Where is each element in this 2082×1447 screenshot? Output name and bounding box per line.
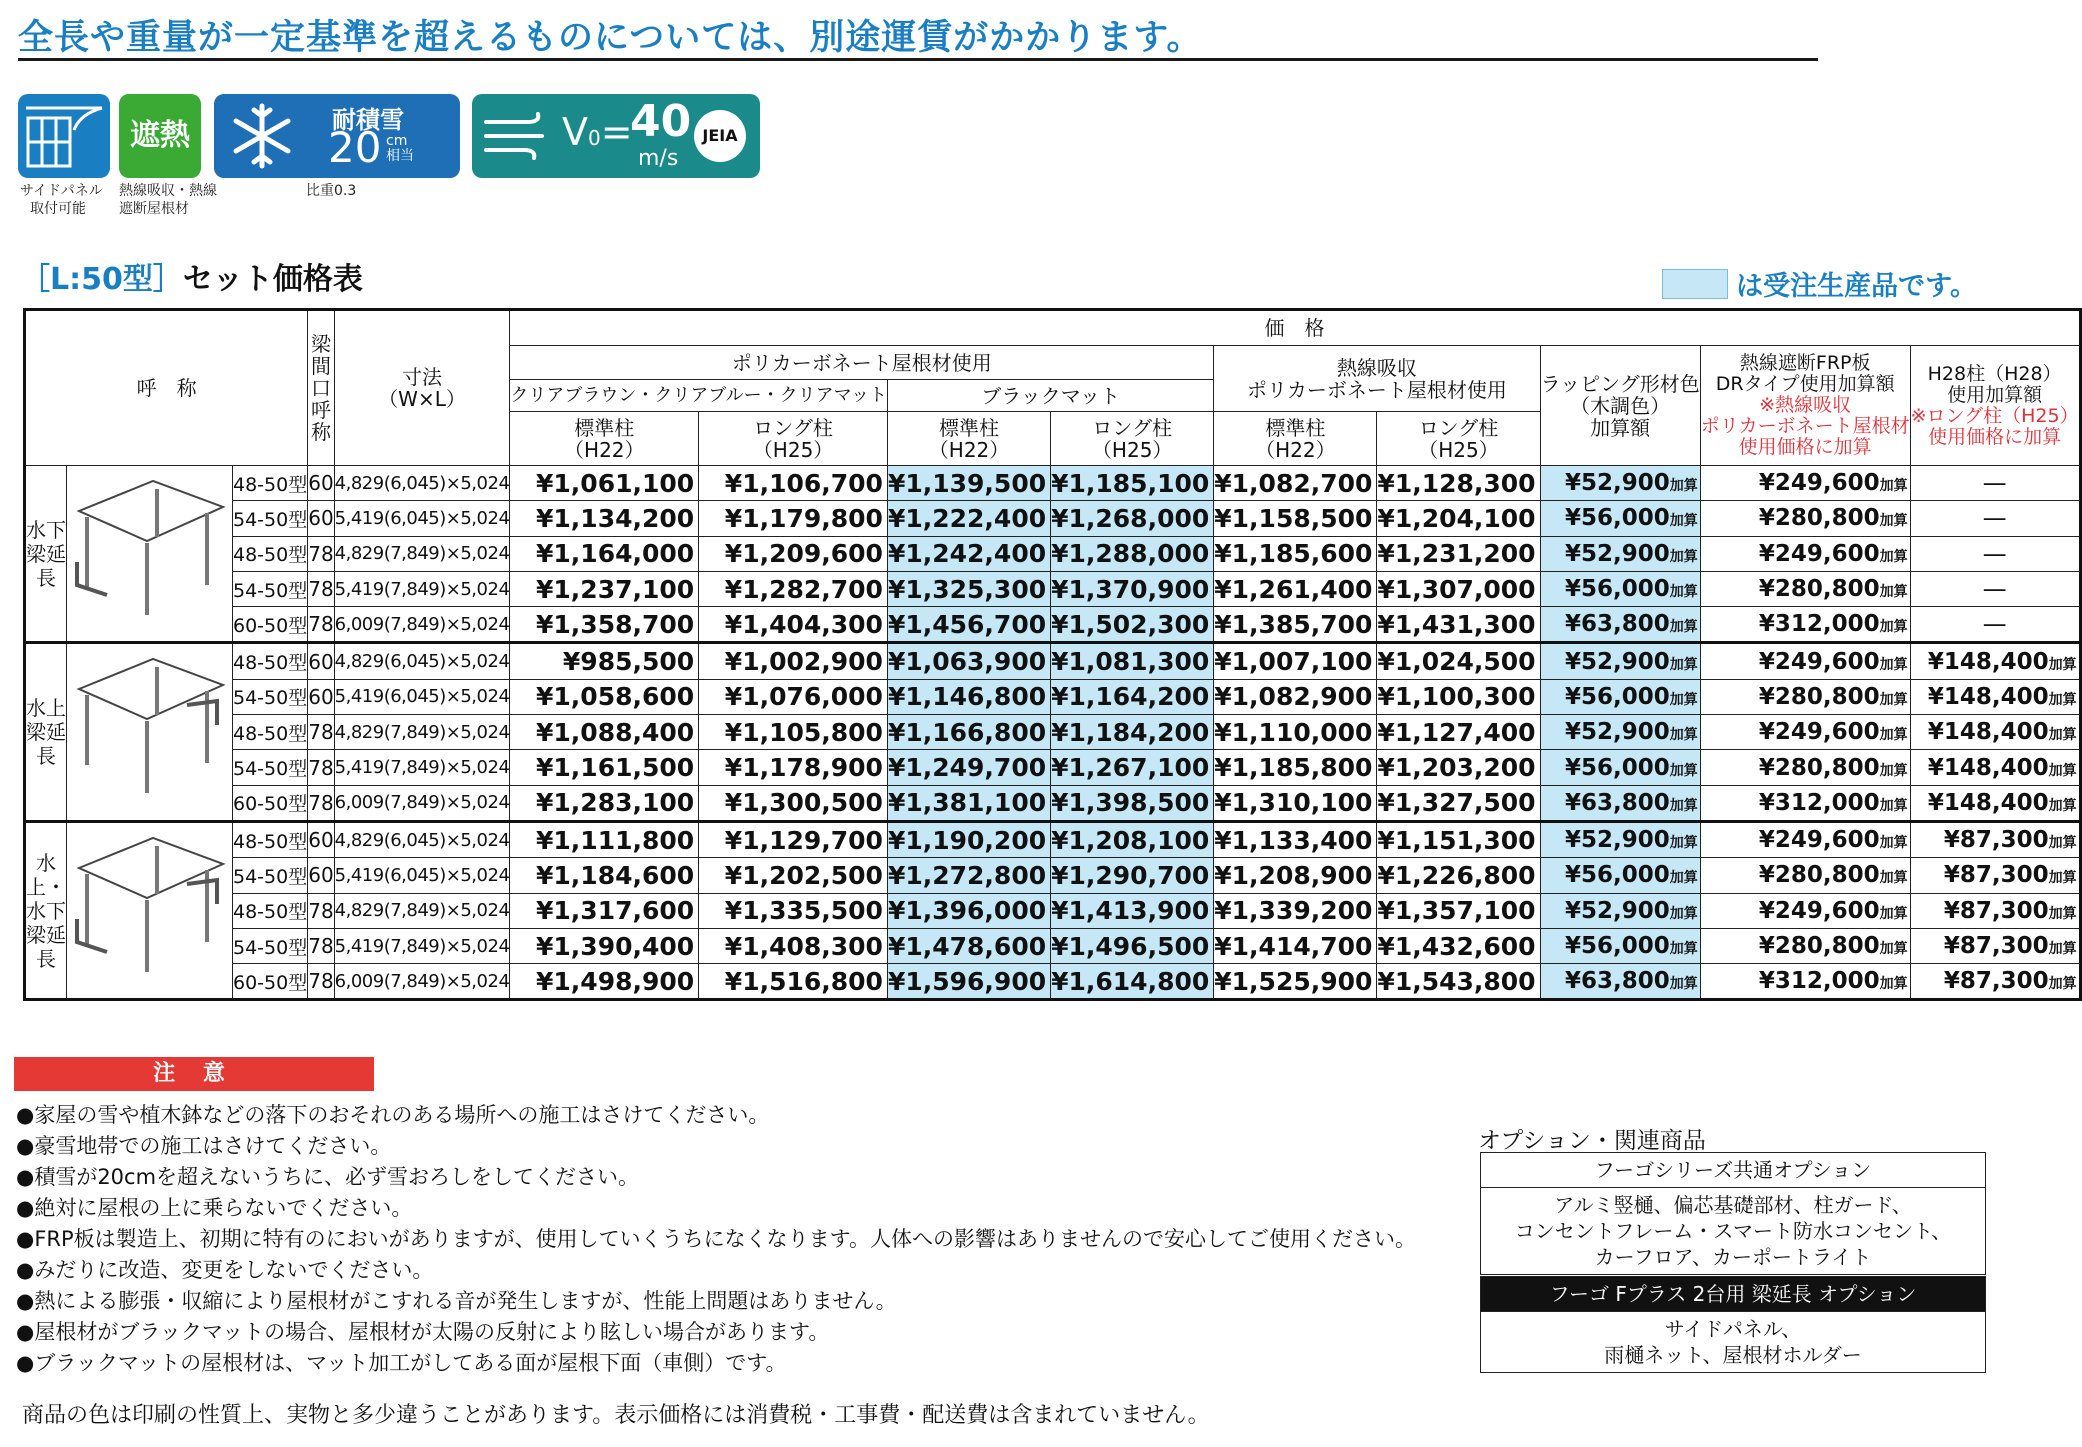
- price-cell: ¥1,261,400: [1214, 571, 1377, 606]
- header-dimension: 寸法 （W×L）: [334, 310, 510, 466]
- beam-code: 78: [308, 785, 334, 821]
- surcharge-cell: ¥312,000加算: [1700, 607, 1910, 643]
- price-cell: ¥1,161,500: [510, 750, 699, 785]
- surcharge-cell: ¥87,300加算: [1910, 893, 2080, 928]
- table-row: [25, 785, 2081, 821]
- model-name: 54-50型: [233, 858, 308, 893]
- caution-note: ●みだりに改造、変更をしないでください。: [16, 1258, 434, 1282]
- price-cell: ¥1,242,400: [887, 536, 1050, 571]
- surcharge-cell: ¥52,900加算: [1540, 643, 1700, 679]
- price-cell: ¥1,185,100: [1051, 466, 1214, 501]
- model-name: 60-50型: [233, 607, 308, 643]
- model-name: 60-50型: [233, 964, 308, 1000]
- surcharge-cell: ¥52,900加算: [1540, 893, 1700, 928]
- footer-note: 商品の色は印刷の性質上、実物と多少違うことがあります。表示価格には消費税・工事費・配送費は含まれていません。: [22, 1403, 1210, 1428]
- beam-code: 60: [308, 679, 334, 714]
- heat-shield-icon: [119, 94, 201, 178]
- surcharge-cell: ¥280,800加算: [1700, 858, 1910, 893]
- header-long-post: ロング柱 （H25）: [1377, 412, 1540, 466]
- snow-value: 20: [328, 123, 382, 172]
- price-cell: ¥1,127,400: [1377, 715, 1540, 750]
- carport-illustration: [67, 821, 233, 999]
- price-cell: ¥1,024,500: [1377, 643, 1540, 679]
- beam-options-heading: フーゴ Fプラス 2台用 梁延長 オプション: [1481, 1277, 1985, 1312]
- dimension: 5,419(6,045)×5,024: [334, 501, 510, 536]
- table-row: [25, 607, 2081, 643]
- price-cell: ¥1,164,200: [1051, 679, 1214, 714]
- table-row: [25, 964, 2081, 1000]
- surcharge-cell: ¥87,300加算: [1910, 964, 2080, 1000]
- table-row: [25, 571, 2081, 606]
- surcharge-cell: ¥56,000加算: [1540, 750, 1700, 785]
- dimension: 5,419(7,849)×5,024: [334, 928, 510, 963]
- price-cell: ¥1,222,400: [887, 501, 1050, 536]
- surcharge-cell: ¥56,000加算: [1540, 501, 1700, 536]
- beam-code: 60: [308, 501, 334, 536]
- surcharge-cell: ¥280,800加算: [1700, 571, 1910, 606]
- header-black-matte: ブラックマット: [887, 380, 1213, 412]
- wind-speed-badge: [472, 94, 760, 178]
- header-price: 価 格: [510, 310, 2080, 346]
- surcharge-cell: ¥280,800加算: [1700, 928, 1910, 963]
- page-headline: 全長や重量が一定基準を超えるものについては、別途運賃がかかります。: [18, 18, 1203, 58]
- price-cell: ¥1,106,700: [699, 466, 888, 501]
- common-options-heading: フーゴシリーズ共通オプション: [1481, 1153, 1985, 1188]
- surcharge-cell: ¥312,000加算: [1700, 964, 1910, 1000]
- price-cell: ¥1,082,700: [1214, 466, 1377, 501]
- surcharge-cell: ¥249,600加算: [1700, 643, 1910, 679]
- table-row: [25, 715, 2081, 750]
- price-cell: ¥1,063,900: [887, 643, 1050, 679]
- surcharge-cell: —: [1910, 536, 2080, 571]
- price-cell: ¥1,288,000: [1051, 536, 1214, 571]
- header-std-post: 標準柱 （H22）: [510, 412, 699, 466]
- common-options-list: アルミ竪樋、偏芯基礎部材、柱ガード、 コンセントフレーム・スマート防水コンセント、 カーフロア、カーポートライト: [1514, 1193, 1952, 1269]
- price-cell: ¥1,357,100: [1377, 893, 1540, 928]
- caution-note: ●屋根材がブラックマットの場合、屋根材が太陽の反射により眩しい場合があります。: [16, 1320, 830, 1344]
- model-name: 48-50型: [233, 821, 308, 857]
- price-cell: ¥1,381,100: [887, 785, 1050, 821]
- price-cell: ¥1,128,300: [1377, 466, 1540, 501]
- price-cell: ¥1,317,600: [510, 893, 699, 928]
- model-name: 54-50型: [233, 679, 308, 714]
- table-row: [25, 501, 2081, 536]
- price-cell: ¥1,151,300: [1377, 821, 1540, 857]
- price-table: [23, 308, 2082, 1001]
- carport-icon: [67, 824, 232, 994]
- price-cell: ¥1,283,100: [510, 785, 699, 821]
- table-row: [25, 858, 2081, 893]
- header-beam: 梁間口呼称: [308, 310, 334, 466]
- table-row: [25, 750, 2081, 785]
- surcharge-cell: ¥148,400加算: [1910, 679, 2080, 714]
- price-cell: ¥1,596,900: [887, 964, 1050, 1000]
- table-row: [25, 466, 2081, 501]
- surcharge-cell: ¥249,600加算: [1700, 536, 1910, 571]
- price-cell: ¥1,164,000: [510, 536, 699, 571]
- price-cell: ¥1,226,800: [1377, 858, 1540, 893]
- price-cell: ¥1,208,100: [1051, 821, 1214, 857]
- model-name: 48-50型: [233, 536, 308, 571]
- price-cell: ¥1,543,800: [1377, 964, 1540, 1000]
- header-long-post: ロング柱 （H25）: [1051, 412, 1214, 466]
- model-name: 60-50型: [233, 785, 308, 821]
- beam-code: 60: [308, 858, 334, 893]
- surcharge-cell: ¥249,600加算: [1700, 715, 1910, 750]
- table-row: [25, 893, 2081, 928]
- price-cell: ¥1,185,600: [1214, 536, 1377, 571]
- price-cell: ¥1,335,500: [699, 893, 888, 928]
- surcharge-cell: ¥87,300加算: [1910, 858, 2080, 893]
- header-clear: クリアブラウン・クリアブルー・クリアマット: [510, 380, 888, 412]
- dimension: 4,829(6,045)×5,024: [334, 643, 510, 679]
- header-std-post: 標準柱 （H22）: [887, 412, 1050, 466]
- dimension: 4,829(6,045)×5,024: [334, 466, 510, 501]
- group-label: 水下梁延長: [25, 466, 67, 643]
- caution-note: ●積雪が20cmを超えないうちに、必ず雪おろしをしてください。: [16, 1165, 640, 1189]
- snow-label: 耐積雪: [332, 106, 404, 134]
- model-name: 48-50型: [233, 715, 308, 750]
- surcharge-cell: ¥249,600加算: [1700, 466, 1910, 501]
- dimension: 5,419(7,849)×5,024: [334, 750, 510, 785]
- surcharge-cell: ¥280,800加算: [1700, 501, 1910, 536]
- price-cell: ¥1,290,700: [1051, 858, 1214, 893]
- model-name: 48-50型: [233, 643, 308, 679]
- price-cell: ¥1,431,300: [1377, 607, 1540, 643]
- options-title: オプション・関連商品: [1478, 1128, 1706, 1154]
- header-polycarbonate: ポリカーボネート屋根材使用: [510, 346, 1214, 380]
- price-cell: ¥1,325,300: [887, 571, 1050, 606]
- price-cell: ¥1,178,900: [699, 750, 888, 785]
- side-panel-caption: サイドパネル 取付可能: [20, 183, 103, 217]
- table-row: [25, 536, 2081, 571]
- price-cell: ¥1,398,500: [1051, 785, 1214, 821]
- wind-icon: [482, 108, 552, 164]
- price-cell: ¥1,076,000: [699, 679, 888, 714]
- price-cell: ¥1,184,600: [510, 858, 699, 893]
- price-cell: ¥1,414,700: [1214, 928, 1377, 963]
- price-cell: ¥1,231,200: [1377, 536, 1540, 571]
- price-cell: ¥1,179,800: [699, 501, 888, 536]
- price-cell: ¥1,478,600: [887, 928, 1050, 963]
- price-cell: ¥1,204,100: [1377, 501, 1540, 536]
- group-label: 水上・水下梁延長: [25, 821, 67, 999]
- price-cell: ¥1,502,300: [1051, 607, 1214, 643]
- price-cell: ¥1,100,300: [1377, 679, 1540, 714]
- header-name: 呼 称: [25, 310, 308, 466]
- beam-code: 78: [308, 607, 334, 643]
- beam-options-list: サイドパネル、 雨樋ネット、屋根材ホルダー: [1604, 1317, 1862, 1367]
- price-cell: ¥1,185,800: [1214, 750, 1377, 785]
- carport-illustration: [67, 466, 233, 643]
- header-long-post: ロング柱 （H25）: [699, 412, 888, 466]
- snowflake-icon: [228, 102, 296, 170]
- price-cell: ¥1,498,900: [510, 964, 699, 1000]
- caution-note: ●豪雪地帯での施工はさけてください。: [16, 1134, 392, 1158]
- surcharge-cell: ¥148,400加算: [1910, 715, 2080, 750]
- dimension: 6,009(7,849)×5,024: [334, 964, 510, 1000]
- divider: [18, 58, 1818, 61]
- beam-code: 60: [308, 643, 334, 679]
- price-cell: ¥1,358,700: [510, 607, 699, 643]
- surcharge-cell: ¥63,800加算: [1540, 785, 1700, 821]
- surcharge-cell: ¥249,600加算: [1700, 821, 1910, 857]
- price-cell: ¥1,082,900: [1214, 679, 1377, 714]
- snow-caption: 比重0.3: [306, 183, 357, 199]
- price-cell: ¥985,500: [510, 643, 699, 679]
- group-label: 水上梁延長: [25, 643, 67, 821]
- price-cell: ¥1,061,100: [510, 466, 699, 501]
- caution-note: ●熱による膨張・収縮により屋根材がこすれる音が発生しますが、性能上問題はありません。: [16, 1289, 897, 1313]
- price-cell: ¥1,614,800: [1051, 964, 1214, 1000]
- price-cell: ¥1,081,300: [1051, 643, 1214, 679]
- price-cell: ¥1,385,700: [1214, 607, 1377, 643]
- surcharge-cell: ¥52,900加算: [1540, 536, 1700, 571]
- carport-icon: [67, 645, 232, 815]
- surcharge-cell: ¥148,400加算: [1910, 785, 2080, 821]
- price-cell: ¥1,307,000: [1377, 571, 1540, 606]
- surcharge-cell: ¥87,300加算: [1910, 928, 2080, 963]
- dimension: 6,009(7,849)×5,024: [334, 785, 510, 821]
- snow-unit: cm 相当: [386, 133, 414, 164]
- legend-swatch: [1662, 269, 1728, 299]
- surcharge-cell: ¥87,300加算: [1910, 821, 2080, 857]
- price-cell: ¥1,134,200: [510, 501, 699, 536]
- price-cell: ¥1,432,600: [1377, 928, 1540, 963]
- dimension: 5,419(7,849)×5,024: [334, 571, 510, 606]
- table-row: [25, 643, 2081, 679]
- price-cell: ¥1,208,900: [1214, 858, 1377, 893]
- caution-heading: 注 意: [14, 1057, 374, 1091]
- price-cell: ¥1,282,700: [699, 571, 888, 606]
- dimension: 6,009(7,849)×5,024: [334, 607, 510, 643]
- table-row: [25, 821, 2081, 857]
- price-cell: ¥1,327,500: [1377, 785, 1540, 821]
- price-cell: ¥1,525,900: [1214, 964, 1377, 1000]
- price-cell: ¥1,413,900: [1051, 893, 1214, 928]
- price-cell: ¥1,111,800: [510, 821, 699, 857]
- surcharge-cell: ¥52,900加算: [1540, 715, 1700, 750]
- table-row: [25, 928, 2081, 963]
- price-cell: ¥1,133,400: [1214, 821, 1377, 857]
- price-cell: ¥1,516,800: [699, 964, 888, 1000]
- price-cell: ¥1,408,300: [699, 928, 888, 963]
- surcharge-cell: ¥52,900加算: [1540, 821, 1700, 857]
- surcharge-cell: —: [1910, 501, 2080, 536]
- surcharge-cell: ¥63,800加算: [1540, 964, 1700, 1000]
- caution-note: ●FRP板は製造上、初期に特有のにおいがありますが、使用していくうちになくなります。人体への影響はありませんので安心してご使用ください。: [16, 1227, 1416, 1251]
- beam-code: 78: [308, 750, 334, 785]
- price-cell: ¥1,209,600: [699, 536, 888, 571]
- made-to-order-legend: は受注生産品です。: [1662, 264, 1977, 303]
- heat-shield-label: 遮熱: [130, 118, 190, 153]
- surcharge-cell: ¥56,000加算: [1540, 679, 1700, 714]
- price-cell: ¥1,496,500: [1051, 928, 1214, 963]
- surcharge-cell: —: [1910, 571, 2080, 606]
- surcharge-cell: ¥56,000加算: [1540, 571, 1700, 606]
- caution-note: ●ブラックマットの屋根材は、マット加工がしてある面が屋根下面（車側）です。: [16, 1351, 787, 1375]
- price-cell: ¥1,190,200: [887, 821, 1050, 857]
- header-frp: 熱線遮断FRP板 DRタイプ使用加算額 ※熱線吸収 ポリカーボネート屋根材 使用価格に加算: [1700, 346, 1910, 466]
- model-name: 54-50型: [233, 571, 308, 606]
- price-cell: ¥1,310,100: [1214, 785, 1377, 821]
- price-cell: ¥1,058,600: [510, 679, 699, 714]
- carport-icon: [67, 467, 232, 637]
- dimension: 5,419(6,045)×5,024: [334, 679, 510, 714]
- header-h28: H28柱（H28） 使用加算額 ※ロング柱（H25） 使用価格に加算: [1910, 346, 2080, 466]
- price-cell: ¥1,184,200: [1051, 715, 1214, 750]
- beam-options-box: [1480, 1276, 1986, 1373]
- surcharge-cell: ¥63,800加算: [1540, 607, 1700, 643]
- surcharge-cell: ¥56,000加算: [1540, 858, 1700, 893]
- header-wrapping: ラッピング形材色 （木調色） 加算額: [1540, 346, 1700, 466]
- surcharge-cell: —: [1910, 607, 2080, 643]
- dimension: 4,829(6,045)×5,024: [334, 821, 510, 857]
- caution-note: ●家屋の雪や植木鉢などの落下のおそれのある場所への施工はさけてください。: [16, 1103, 770, 1127]
- price-cell: ¥1,129,700: [699, 821, 888, 857]
- table-row: [25, 679, 2081, 714]
- surcharge-cell: ¥249,600加算: [1700, 893, 1910, 928]
- surcharge-cell: ¥280,800加算: [1700, 679, 1910, 714]
- beam-code: 78: [308, 893, 334, 928]
- price-cell: ¥1,088,400: [510, 715, 699, 750]
- header-heat-absorbing: 熱線吸収 ポリカーボネート屋根材使用: [1214, 346, 1540, 412]
- price-cell: ¥1,267,100: [1051, 750, 1214, 785]
- wind-value: 40: [630, 96, 692, 147]
- price-cell: ¥1,105,800: [699, 715, 888, 750]
- beam-code: 78: [308, 715, 334, 750]
- price-cell: ¥1,158,500: [1214, 501, 1377, 536]
- jeia-badge: JEIA: [694, 110, 746, 162]
- price-cell: ¥1,007,100: [1214, 643, 1377, 679]
- model-name: 48-50型: [233, 893, 308, 928]
- price-cell: ¥1,339,200: [1214, 893, 1377, 928]
- model-name: 54-50型: [233, 501, 308, 536]
- price-cell: ¥1,249,700: [887, 750, 1050, 785]
- price-cell: ¥1,300,500: [699, 785, 888, 821]
- surcharge-cell: ¥56,000加算: [1540, 928, 1700, 963]
- beam-code: 78: [308, 964, 334, 1000]
- price-cell: ¥1,002,900: [699, 643, 888, 679]
- price-cell: ¥1,268,000: [1051, 501, 1214, 536]
- price-cell: ¥1,370,900: [1051, 571, 1214, 606]
- caution-note: ●絶対に屋根の上に乗らないでください。: [16, 1196, 413, 1220]
- price-cell: ¥1,166,800: [887, 715, 1050, 750]
- surcharge-cell: ¥148,400加算: [1910, 643, 2080, 679]
- surcharge-cell: ¥52,900加算: [1540, 466, 1700, 501]
- price-cell: ¥1,456,700: [887, 607, 1050, 643]
- price-cell: ¥1,237,100: [510, 571, 699, 606]
- surcharge-cell: —: [1910, 466, 2080, 501]
- price-cell: ¥1,139,500: [887, 466, 1050, 501]
- beam-code: 78: [308, 571, 334, 606]
- model-name: 54-50型: [233, 750, 308, 785]
- surcharge-cell: ¥312,000加算: [1700, 785, 1910, 821]
- model-name: 54-50型: [233, 928, 308, 963]
- surcharge-cell: ¥148,400加算: [1910, 750, 2080, 785]
- carport-illustration: [67, 643, 233, 821]
- price-cell: ¥1,203,200: [1377, 750, 1540, 785]
- caution-notes: [16, 1100, 1416, 1379]
- section-title: ［L:50型］セット価格表: [20, 262, 363, 297]
- beam-code: 78: [308, 928, 334, 963]
- dimension: 5,419(6,045)×5,024: [334, 858, 510, 893]
- price-cell: ¥1,404,300: [699, 607, 888, 643]
- price-cell: ¥1,146,800: [887, 679, 1050, 714]
- price-cell: ¥1,272,800: [887, 858, 1050, 893]
- dimension: 4,829(7,849)×5,024: [334, 536, 510, 571]
- dimension: 4,829(7,849)×5,024: [334, 715, 510, 750]
- price-cell: ¥1,202,500: [699, 858, 888, 893]
- price-cell: ¥1,390,400: [510, 928, 699, 963]
- heat-shield-caption: 熱線吸収・熱線 遮断屋根材: [119, 183, 217, 217]
- common-options-box: [1480, 1152, 1986, 1275]
- wind-unit: m/s: [638, 146, 679, 171]
- model-name: 48-50型: [233, 466, 308, 501]
- beam-code: 60: [308, 821, 334, 857]
- snow-load-badge: [214, 94, 460, 178]
- price-cell: ¥1,110,000: [1214, 715, 1377, 750]
- wind-label: V0=: [562, 110, 633, 154]
- surcharge-cell: ¥280,800加算: [1700, 750, 1910, 785]
- dimension: 4,829(7,849)×5,024: [334, 893, 510, 928]
- beam-code: 78: [308, 536, 334, 571]
- price-cell: ¥1,396,000: [887, 893, 1050, 928]
- header-std-post: 標準柱 （H22）: [1214, 412, 1377, 466]
- side-panel-icon: [18, 94, 110, 178]
- beam-code: 60: [308, 466, 334, 501]
